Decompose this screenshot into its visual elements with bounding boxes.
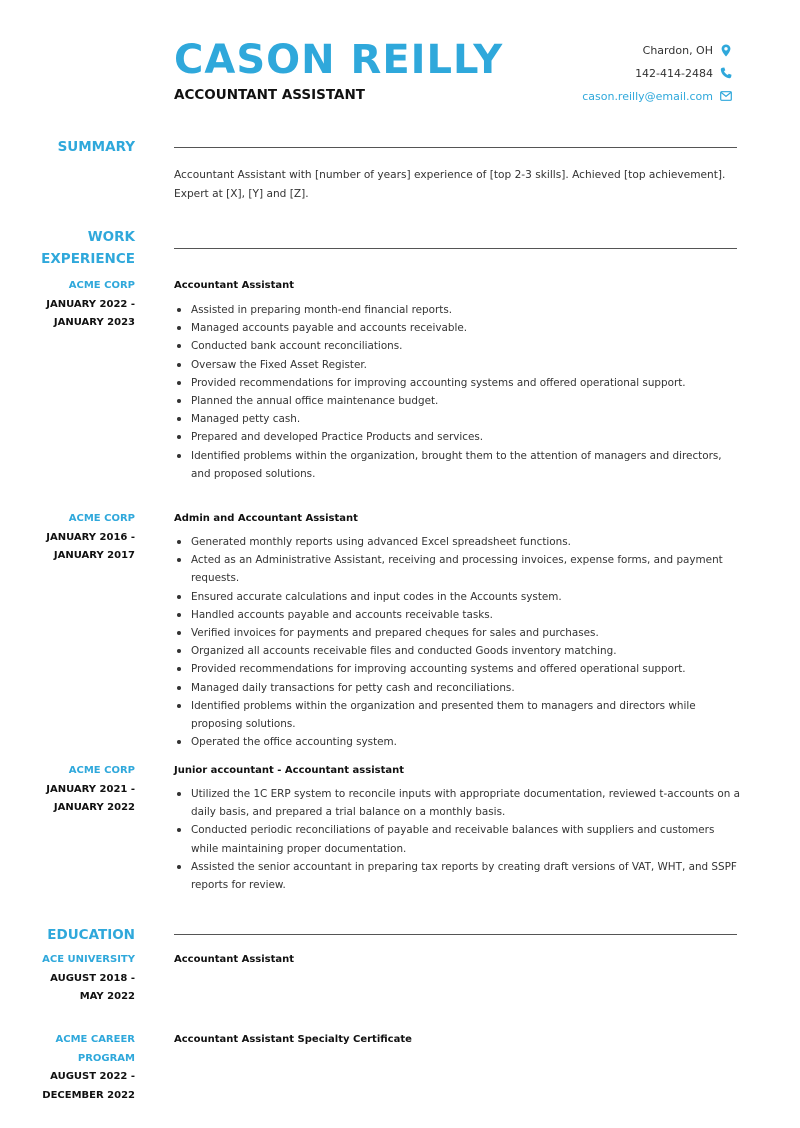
list-item: Utilized the 1C ERP system to reconcile inputs with appropriate documentation, reviewed t-accounts on a daily basis, and prepared a trial balance on a monthly basis. <box>174 785 740 821</box>
work-experience-heading <box>41 226 135 270</box>
list-item: Identified problems within the organization, brought them to the attention of managers and directors, and proposed solutions. <box>174 447 740 483</box>
education-1-degree: Accountant Assistant <box>174 954 295 965</box>
job-2-meta <box>0 510 135 566</box>
phone-text: 142-414-2484 <box>635 66 713 80</box>
job-2-dates-end: JANUARY 2017 <box>53 550 135 561</box>
list-item: Prepared and developed Practice Products and services. <box>174 428 740 446</box>
contact-location <box>643 42 732 58</box>
candidate-name: CASON REILLY <box>174 37 504 83</box>
work-experience-divider <box>174 248 737 249</box>
summary-divider <box>174 147 737 148</box>
job-1-meta <box>0 277 135 333</box>
list-item: Provided recommendations for improving accounting systems and offered operational support. <box>174 374 740 392</box>
education-2-meta <box>0 1031 135 1105</box>
job-1-dates-end: JANUARY 2023 <box>53 317 135 328</box>
education-2-school-line1: ACME CAREER <box>55 1034 135 1045</box>
education-1-school: ACE UNIVERSITY <box>42 954 135 965</box>
phone-icon <box>720 66 732 80</box>
list-item: Operated the office accounting system. <box>174 733 740 751</box>
list-item: Planned the annual office maintenance budget. <box>174 392 740 410</box>
job-3-dates-end: JANUARY 2022 <box>53 802 135 813</box>
education-1-dates-start: AUGUST 2018 - <box>50 972 135 984</box>
list-item: Identified problems within the organization and presented them to managers and directors while proposing solutions. <box>174 697 740 733</box>
job-3-role: Junior accountant - Accountant assistant <box>174 765 404 776</box>
education-2-dates-end: DECEMBER 2022 <box>42 1089 135 1101</box>
list-item: Managed accounts payable and accounts receivable. <box>174 319 740 337</box>
work-experience-heading-line2: EXPERIENCE <box>41 251 135 267</box>
list-item: Generated monthly reports using advanced Excel spreadsheet functions. <box>174 533 740 551</box>
job-1-role: Accountant Assistant <box>174 280 295 291</box>
summary-heading: SUMMARY <box>57 139 135 155</box>
list-item: Verified invoices for payments and prepared cheques for sales and purchases. <box>174 624 740 642</box>
list-item: Handled accounts payable and accounts receivable tasks. <box>174 606 740 624</box>
contact-email[interactable] <box>582 88 732 104</box>
summary-text: Accountant Assistant with [number of years] experience of [top 2-3 skills]. Achieved [top achievement]. Expert at [X], [Y] and [Z]. <box>174 169 726 200</box>
list-item: Oversaw the Fixed Asset Register. <box>174 356 740 374</box>
education-heading: EDUCATION <box>47 927 135 943</box>
envelope-icon <box>720 89 732 103</box>
job-2-bullets <box>174 533 740 751</box>
list-item: Conducted bank account reconciliations. <box>174 337 740 355</box>
list-item: Conducted periodic reconciliations of payable and receivable balances with suppliers and customers while maintaining proper documentation. <box>174 821 740 857</box>
education-2-degree: Accountant Assistant Specialty Certificate <box>174 1034 412 1045</box>
list-item: Provided recommendations for improving accounting systems and offered operational support. <box>174 660 740 678</box>
list-item: Managed daily transactions for petty cash and reconciliations. <box>174 679 740 697</box>
list-item: Assisted the senior accountant in preparing tax reports by creating draft versions of VAT, WHT, and SSPF reports for review. <box>174 858 740 894</box>
education-divider <box>174 934 737 935</box>
job-3-bullets <box>174 785 740 894</box>
job-3-meta <box>0 762 135 818</box>
education-1-meta <box>0 951 135 1007</box>
candidate-job-title: ACCOUNTANT ASSISTANT <box>174 87 365 103</box>
job-1-company: ACME CORP <box>68 280 135 291</box>
list-item: Assisted in preparing month-end financial reports. <box>174 301 740 319</box>
education-2-dates-start: AUGUST 2022 - <box>50 1071 135 1082</box>
job-2-company: ACME CORP <box>68 513 135 524</box>
job-3-company: ACME CORP <box>68 765 135 776</box>
list-item: Organized all accounts receivable files and conducted Goods inventory matching. <box>174 642 740 660</box>
job-1-bullets <box>174 301 740 483</box>
map-pin-icon <box>720 43 732 57</box>
list-item: Ensured accurate calculations and input codes in the Accounts system. <box>174 588 740 606</box>
job-2-role: Admin and Accountant Assistant <box>174 513 358 524</box>
job-1-dates-start: JANUARY 2022 - <box>46 298 135 310</box>
job-2-dates-start: JANUARY 2016 - <box>46 531 135 543</box>
email-link[interactable]: cason.reilly@email.com <box>582 89 713 103</box>
job-3-dates-start: JANUARY 2021 - <box>46 783 135 795</box>
education-2-school-line2: PROGRAM <box>77 1052 135 1064</box>
work-experience-heading-line1: WORK <box>87 229 135 245</box>
location-text: Chardon, OH <box>642 43 713 57</box>
list-item: Acted as an Administrative Assistant, receiving and processing invoices, expense forms, and payment requests. <box>174 551 740 587</box>
list-item: Managed petty cash. <box>174 410 740 428</box>
education-1-dates-end: MAY 2022 <box>79 991 135 1002</box>
contact-phone <box>635 65 732 81</box>
